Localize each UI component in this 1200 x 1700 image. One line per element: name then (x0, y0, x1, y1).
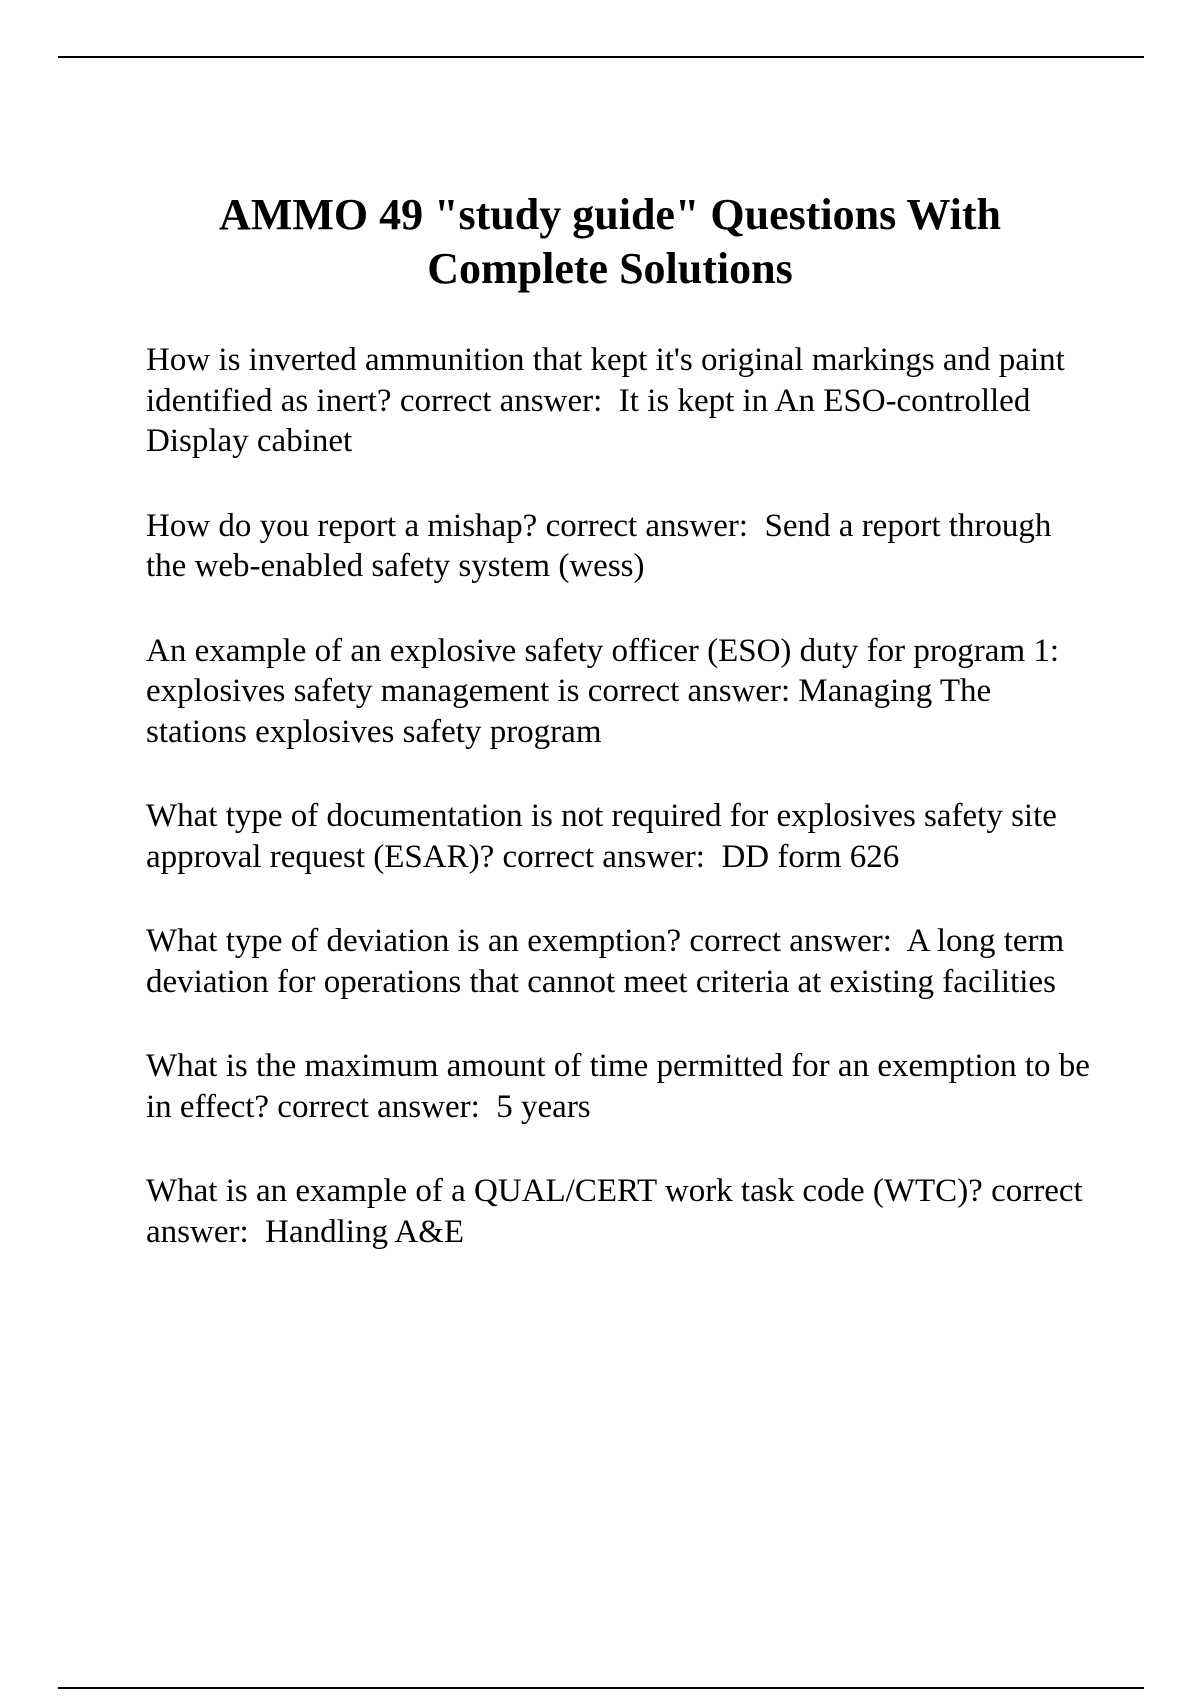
qa-list (146, 340, 1099, 1296)
bottom-rule (58, 1687, 1144, 1689)
qa-item-7: What is an example of a QUAL/CERT work task code (WTC)? correct answer: Handling A&E (146, 1173, 1091, 1250)
qa-item-6: What is the maximum amount of time permitted for an exemption to be in effect? correct answer: 5 years (146, 1048, 1099, 1125)
title-line-2: Complete Solutions (427, 244, 793, 293)
title-line-1: AMMO 49 "study guide" Questions With (219, 190, 1001, 239)
qa-item-4: What type of documentation is not required for explosives safety site approval request (ESAR)? correct answer: DD form 626 (146, 798, 1066, 875)
qa-item-2: How do you report a mishap? correct answer: Send a report through the web-enabled safety system (wess) (146, 507, 1060, 584)
top-rule (58, 56, 1144, 58)
page-title (110, 188, 1110, 296)
qa-item-5: What type of deviation is an exemption? correct answer: A long term deviation for operations that cannot meet criteria at existing facilities (146, 923, 1073, 1000)
qa-item-3: An example of an explosive safety officer (ESO) duty for program 1: explosives safety management is correct answer: Managing The stations explosives safety program (146, 632, 1068, 750)
qa-item-1: How is inverted ammunition that kept it's original markings and paint identified as inert? correct answer: It is kept in An ESO-controlled Display cabinet (146, 342, 1074, 459)
